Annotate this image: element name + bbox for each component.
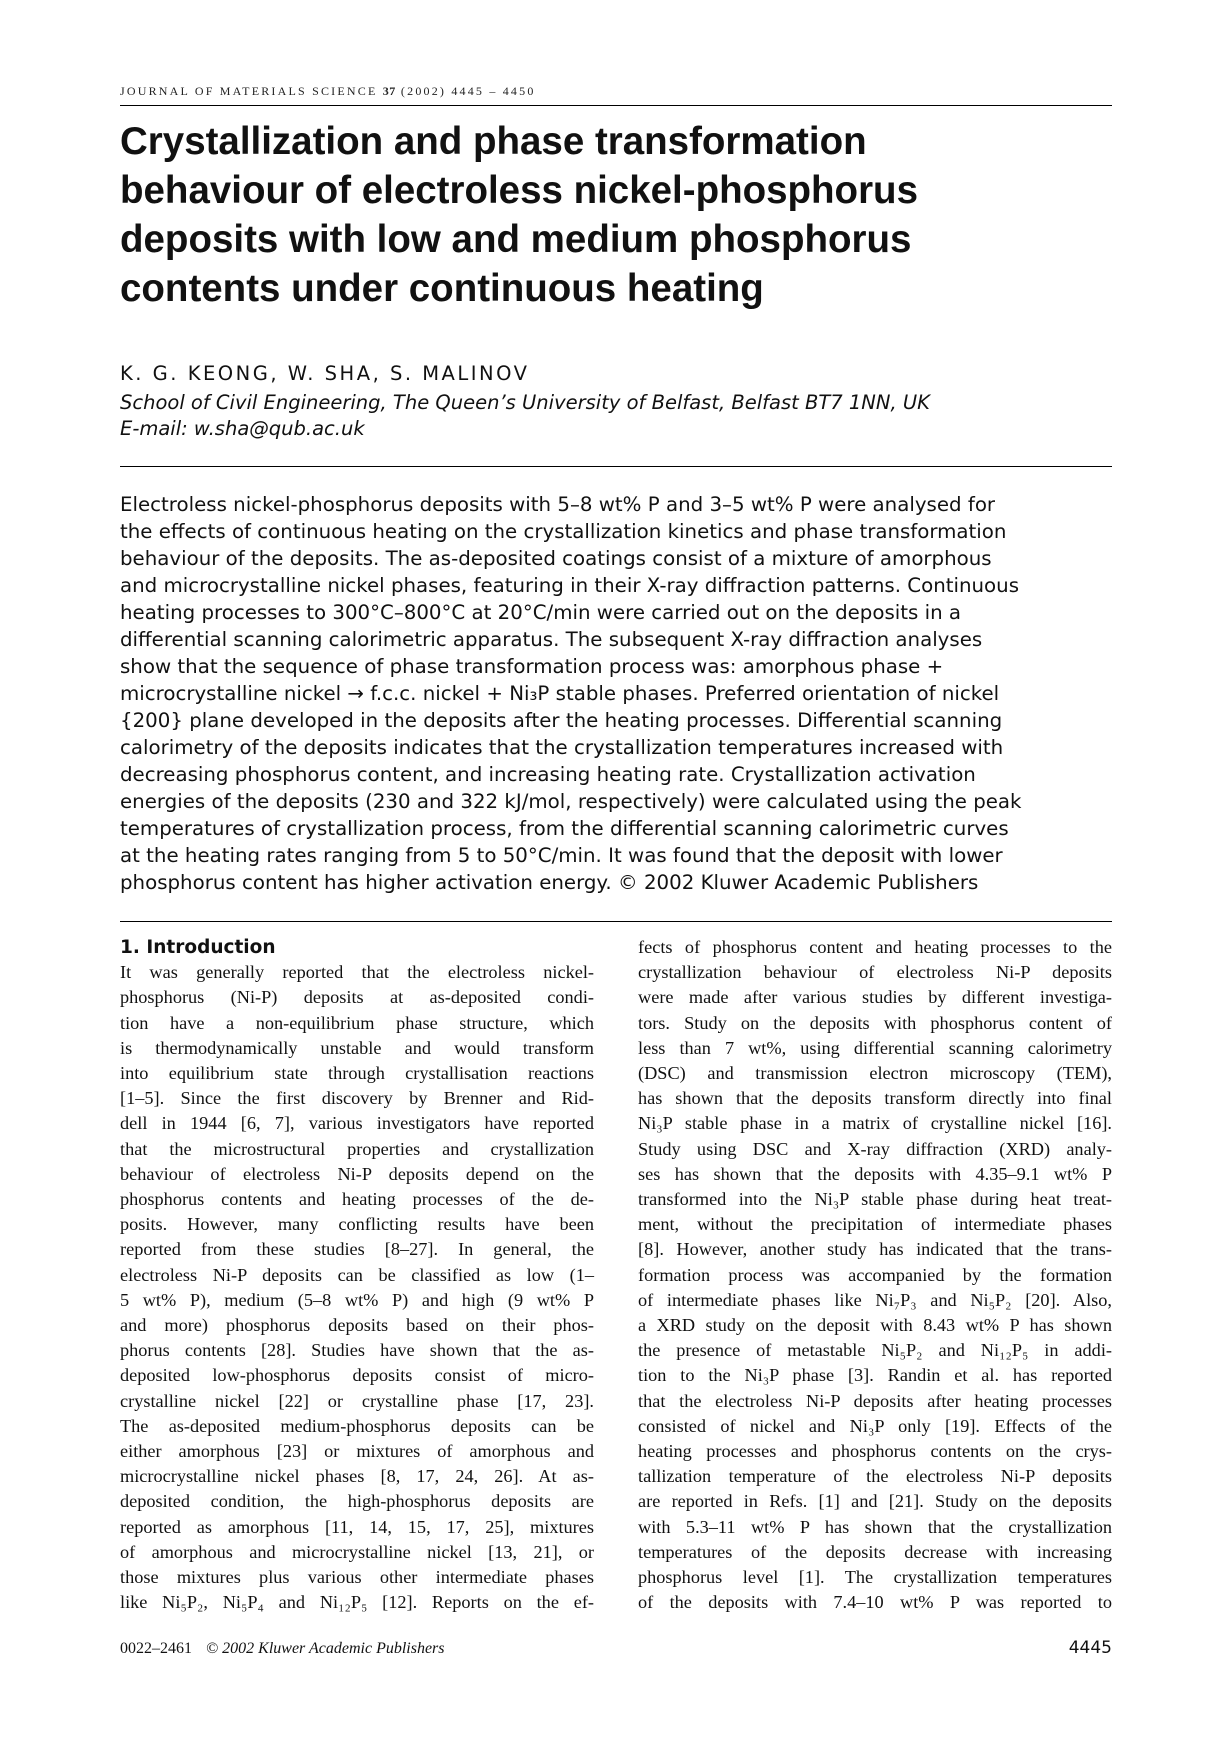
body-line: deposited low-phosphorus deposits consist of micro- bbox=[120, 1365, 594, 1386]
footer-issn: 0022–2461 bbox=[120, 1640, 192, 1657]
body-line: that the electroless Ni-P deposits after heating processes bbox=[638, 1390, 1112, 1411]
body-line: ment, without the precipitation of intermediate phases bbox=[638, 1214, 1112, 1235]
body-line: is thermodynamically unstable and would transform bbox=[120, 1037, 594, 1058]
abstract-line: and microcrystalline nickel phases, featuring in their X-ray diffraction patterns. Continuous bbox=[120, 574, 1020, 597]
body-line: consisted of nickel and Ni₃P only [19]. Effects of the bbox=[638, 1415, 1112, 1436]
body-line: [1–5]. Since the first discovery by Brenner and Rid- bbox=[120, 1088, 594, 1109]
body-column-right bbox=[638, 935, 1112, 1615]
body-line: deposited condition, the high-phosphorus deposits are bbox=[120, 1491, 594, 1512]
abstract-line: {200} plane developed in the deposits after the heating processes. Differential scanning bbox=[120, 709, 1003, 732]
title-line: Crystallization and phase transformation bbox=[120, 120, 867, 163]
body-line: has shown that the deposits transform directly into final bbox=[638, 1088, 1112, 1109]
body-line: of intermediate phases like Ni₇P₃ and Ni₅P₂ [20]. Also, bbox=[638, 1289, 1112, 1310]
body-line: a XRD study on the deposit with 8.43 wt% P has shown bbox=[638, 1315, 1112, 1336]
footer-issn-copyright bbox=[120, 1640, 445, 1658]
body-line: It was generally reported that the electroless nickel- bbox=[120, 962, 594, 983]
body-line: crystalline nickel [22] or crystalline phase [17, 23]. bbox=[120, 1390, 594, 1411]
body-line: phosphorus (Ni-P) deposits at as-deposited condi- bbox=[120, 987, 594, 1008]
abstract-line: Electroless nickel-phosphorus deposits with 5–8 wt% P and 3–5 wt% P were analysed for bbox=[120, 493, 996, 516]
abstract-line: calorimetry of the deposits indicates that the crystallization temperatures increased with bbox=[120, 736, 1004, 759]
body-line: posits. However, many conflicting results have been bbox=[120, 1214, 594, 1235]
body-column-left bbox=[120, 935, 594, 1615]
footer-copyright: © 2002 Kluwer Academic Publishers bbox=[206, 1640, 445, 1657]
paper-title bbox=[120, 117, 1112, 313]
abstract-line: behaviour of the deposits. The as-deposited coatings consist of a mixture of amorphous bbox=[120, 547, 992, 570]
body-line: and more) phosphorus deposits based on their phos- bbox=[120, 1315, 594, 1336]
abstract-line: phosphorus content has higher activation energy. © 2002 Kluwer Academic Publishers bbox=[120, 871, 979, 894]
body-line: Study using DSC and X-ray diffraction (XRD) analy- bbox=[638, 1138, 1112, 1159]
body-line: temperatures of the deposits decrease with increasing bbox=[638, 1541, 1112, 1562]
body-line: microcrystalline nickel phases [8, 17, 24, 26]. At as- bbox=[120, 1466, 594, 1487]
body-line: behaviour of electroless Ni-P deposits depend on the bbox=[120, 1163, 594, 1184]
body-line: the presence of metastable Ni₅P₂ and Ni₁₂P₅ in addi- bbox=[638, 1340, 1112, 1361]
author-affiliation: School of Civil Engineering, The Queen’s University of Belfast, Belfast BT7 1NN, UK bbox=[120, 391, 930, 414]
body-line: heating processes and phosphorus contents on the crys- bbox=[638, 1441, 1112, 1462]
body-line: either amorphous [23] or mixtures of amorphous and bbox=[120, 1441, 594, 1462]
author-email: E-mail: w.sha@qub.ac.uk bbox=[120, 417, 365, 440]
abstract-line: show that the sequence of phase transformation process was: amorphous phase + bbox=[120, 655, 944, 678]
body-line: those mixtures plus various other intermediate phases bbox=[120, 1567, 594, 1588]
title-line: contents under continuous heating bbox=[120, 267, 764, 310]
abstract-line: decreasing phosphorus content, and increasing heating rate. Crystallization activation bbox=[120, 763, 976, 786]
body-line: transformed into the Ni₃P stable phase during heat treat- bbox=[638, 1189, 1112, 1210]
section-heading-introduction: 1. Introduction bbox=[120, 937, 276, 958]
body-line: [8]. However, another study has indicated that the trans- bbox=[638, 1239, 1112, 1260]
body-line: dell in 1944 [6, 7], various investigators have reported bbox=[120, 1113, 594, 1134]
body-line: The as-deposited medium-phosphorus deposits can be bbox=[120, 1415, 594, 1436]
body-line: that the microstructural properties and crystallization bbox=[120, 1138, 594, 1159]
body-line: are reported in Refs. [1] and [21]. Study on the deposits bbox=[638, 1491, 1112, 1512]
body-line: tion have a non-equilibrium phase structure, which bbox=[120, 1012, 594, 1033]
body-line: less than 7 wt%, using differential scanning calorimetry bbox=[638, 1037, 1112, 1058]
body-line: tallization temperature of the electroless Ni-P deposits bbox=[638, 1466, 1112, 1487]
body-line: fects of phosphorus content and heating processes to the bbox=[638, 937, 1112, 957]
abstract-line: energies of the deposits (230 and 322 kJ/mol, respectively) were calculated using the peak bbox=[120, 790, 1022, 813]
body-line: were made after various studies by different investiga- bbox=[638, 987, 1112, 1008]
abstract-line: temperatures of crystallization process, from the differential scanning calorimetric curves bbox=[120, 817, 1009, 840]
body-line: phosphorus level [1]. The crystallization temperatures bbox=[638, 1567, 1112, 1588]
abstract-line: at the heating rates ranging from 5 to 50°C/min. It was found that the deposit with lower bbox=[120, 844, 1003, 867]
author-list: K. G. KEONG, W. SHA, S. MALINOV bbox=[120, 362, 530, 385]
abstract-top-rule bbox=[120, 466, 1112, 467]
body-line: crystallization behaviour of electroless Ni-P deposits bbox=[638, 962, 1112, 983]
body-line: into equilibrium state through crystallisation reactions bbox=[120, 1063, 594, 1084]
body-line: like Ni₅P₂, Ni₅P₄ and Ni₁₂P₅ [12]. Reports on the ef- bbox=[120, 1592, 594, 1613]
abstract-line: heating processes to 300°C–800°C at 20°C/min were carried out on the deposits in a bbox=[120, 601, 962, 624]
running-head bbox=[120, 84, 1112, 99]
body-line: 5 wt% P), medium (5–8 wt% P) and high (9 wt% P bbox=[120, 1289, 594, 1310]
title-line: deposits with low and medium phosphorus bbox=[120, 218, 912, 261]
body-line: tors. Study on the deposits with phosphorus content of bbox=[638, 1012, 1112, 1033]
body-line: reported as amorphous [11, 14, 15, 17, 25], mixtures bbox=[120, 1516, 594, 1537]
body-line: formation process was accompanied by the formation bbox=[638, 1264, 1112, 1285]
journal-name: JOURNAL OF MATERIALS SCIENCE bbox=[120, 84, 378, 98]
body-line: of amorphous and microcrystalline nickel [13, 21], or bbox=[120, 1541, 594, 1562]
abstract-line: the effects of continuous heating on the crystallization kinetics and phase transformation bbox=[120, 520, 1007, 543]
body-line: with 5.3–11 wt% P has shown that the crystallization bbox=[638, 1516, 1112, 1537]
body-line: of the deposits with 7.4–10 wt% P was reported to bbox=[638, 1592, 1112, 1613]
body-line: Ni₃P stable phase in a matrix of crystalline nickel [16]. bbox=[638, 1113, 1112, 1134]
body-line: (DSC) and transmission electron microscopy (TEM), bbox=[638, 1063, 1112, 1084]
paper-page bbox=[120, 0, 1112, 1748]
body-line: reported from these studies [8–27]. In general, the bbox=[120, 1239, 594, 1260]
body-line: tion to the Ni₃P phase [3]. Randin et al. has reported bbox=[638, 1365, 1112, 1386]
header-rule bbox=[120, 105, 1112, 106]
page-number: 4445 bbox=[1068, 1638, 1112, 1658]
body-line: phorus contents [28]. Studies have shown that the as- bbox=[120, 1340, 594, 1361]
abstract bbox=[120, 491, 1112, 896]
abstract-bottom-rule bbox=[120, 921, 1112, 922]
body-line: ses has shown that the deposits with 4.35–9.1 wt% P bbox=[638, 1163, 1112, 1184]
journal-volume: 37 bbox=[382, 84, 396, 98]
body-line: electroless Ni-P deposits can be classified as low (1– bbox=[120, 1264, 594, 1285]
abstract-line: microcrystalline nickel → f.c.c. nickel + Ni₃P stable phases. Preferred orientation of nickel bbox=[120, 682, 1000, 705]
title-line: behaviour of electroless nickel-phosphorus bbox=[120, 169, 918, 212]
body-line: phosphorus contents and heating processes of the de- bbox=[120, 1189, 594, 1210]
abstract-line: differential scanning calorimetric apparatus. The subsequent X-ray diffraction analyses bbox=[120, 628, 983, 651]
journal-year-pages: (2002) 4445 – 4450 bbox=[400, 84, 536, 98]
